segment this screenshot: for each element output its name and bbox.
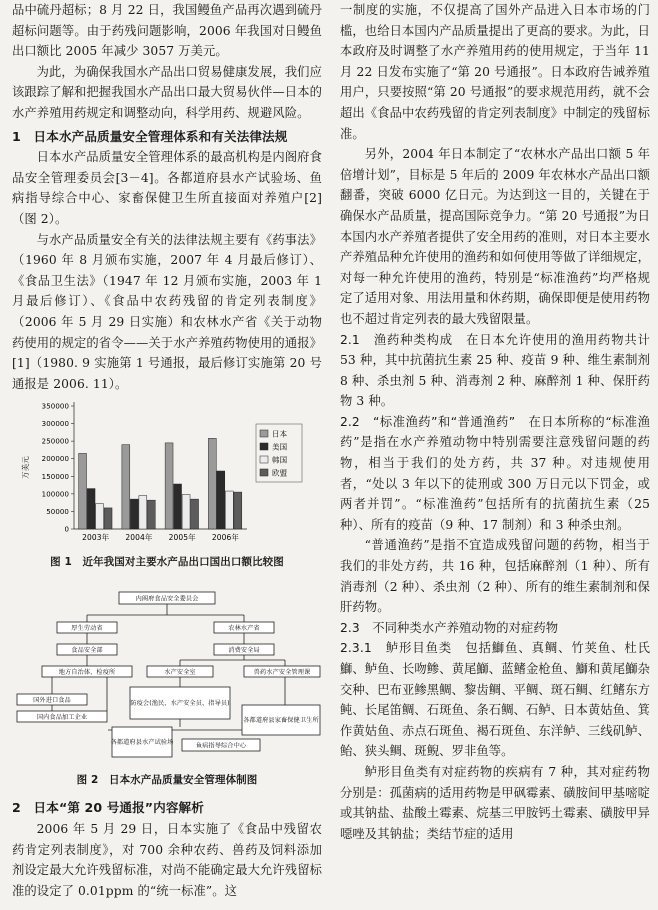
diagram-fish-disease: 鱼病指导综合中心: [195, 742, 247, 750]
legend-label: 韩国: [272, 455, 288, 465]
bar-日本-2005年: [165, 443, 173, 529]
section-2-3-heading: 2.3 不同种类水产养殖动物的对症药物: [340, 620, 559, 635]
section-1-paragraph-1: 日本水产品质量安全管理体系的最高机构是内阁府食品安全管理委员会[3－4]。各都道府县水产试验场、鱼病指导综合中心、家畜保健卫生所直接面对养殖户[2]（图 2）。: [12, 150, 322, 226]
left-column: [12, 0, 322, 901]
right-paragraph-2: 另外，2004 年日本制定了“农林水产品出口额 5 年倍增计划”，目标是 5 年后的 2009 年农林水产品出口额翻番，突破 6000 亿日元。为达到这一目的，关键在于确保水产品质量，提高国际竞争力。“第 20 号通报”为日本国内水产养殖者提供了安全用药的准则，对日本主要水产养殖品种允许使用的渔药和如何使用等做了详细规定，对每一种允许使用的渔药，特别是“标准渔药”均严格规定了适用对象、用法用量和休药期，确保即便是使用药物也不超过肯定列表的最大残留限量。: [340, 147, 650, 326]
intro-paragraph-2: 为此，为确保我国水产品出口贸易健康发展，我们应该跟踪了解和把握我国水产品出口最大贸易伙伴—日本的水产养殖用药规定和调整动向，科学用药、规避风险。: [12, 64, 322, 120]
diagram-domestic: 国内食品加工企业: [36, 713, 88, 721]
diagram-pref-stations: 各都道府县水产试验场: [110, 738, 174, 746]
intro-paragraph: 品中硫丹超标；8 月 22 日，我国鳗鱼产品再次遇到硫丹超标问题等。由于药残问题影响，2006 年我国对日鳗鱼出口额比 2005 年减少 3057 万美元。: [12, 3, 322, 59]
legend-swatch: [260, 443, 268, 450]
legend-swatch: [260, 430, 268, 437]
y-tick-label: 350000: [41, 402, 69, 411]
bar-韩国-2003年: [96, 504, 104, 529]
x-tick-label: 2003年: [82, 533, 110, 543]
section-2-1: [340, 330, 650, 412]
diagram-food-dept: 食品安全部: [71, 646, 103, 654]
right-paragraph-4: 鲈形目鱼类有对症药物的疾病有 7 种，其对症药物分别是：孤菌病的适用药物是甲砜霉素、磺胺间甲基嘧啶或其钠盐、盐酸土霉素、烷基三甲胺钙土霉素、磺胺甲异噁唑及其钠盐；类结节症的适用: [340, 764, 650, 841]
section-2-paragraph-1: 2006 年 5 月 29 日，日本实施了《食品中残留农药肯定列表制度》，对 700 余种农药、兽药及饲料添加剂设定最大允许残留标准，对尚不能确定最大允许残留标准的设定了 0.01ppm 的“统一标准”。这: [12, 822, 322, 898]
legend-swatch: [260, 456, 268, 463]
bar-日本-2006年: [208, 439, 216, 530]
section-2-2-label: 2.2 “标准渔药”和“普通渔药”: [340, 414, 516, 429]
diagram-ministry-left: 厚生劳动省: [71, 624, 103, 632]
section-2-2: [340, 412, 650, 536]
bar-美国-2004年: [130, 499, 138, 529]
diagram-pref-fish: 防疫会(渔民、水产安全员、指导员): [130, 699, 230, 707]
y-tick-label: 200000: [41, 455, 69, 464]
y-tick-label: 300000: [41, 420, 69, 429]
legend-label: 欧盟: [272, 468, 288, 478]
right-paragraph-3: “普通渔药”是指不宜造成残留问题的药物，相当于我们的非处方药，共 16 种，包括麻醉剂（1 种）、所有消毒剂（2 种）、杀虫剂（2 种）、所有的维生素制剂和保肝药物。: [340, 538, 650, 615]
section-2-1-text: 在日本允许使用的渔用药物共计 53 种，其中抗菌抗生素 25 种、疫苗 9 种、维生素制剂 8 种、杀虫剂 5 种、消毒剂 2 种、麻醉剂 1 种、保肝药物 3 种。: [340, 332, 650, 409]
bar-日本-2004年: [122, 445, 130, 529]
bar-欧盟-2003年: [104, 508, 112, 529]
figure-2-management-diagram: [12, 587, 322, 762]
section-1-paragraph-2: 与水产品质量安全有关的法律法规主要有《药事法》（1960 年 8 月颁布实施，2007 年 4 月最后修订）、《食品卫生法》（1947 年 12 月颁布实施，2003 年 1 月最后修订）、《食品中农药残留的肯定列表制度》（2006 年 5 月 29 日实施）和农林水产省《关于动物药使用的规定的省令——关于水产养殖药物使用的通报》[1]（1980. 9 实施第 1 号通报，最后修订实施第 20 号通报是 2006. 11）。: [12, 232, 322, 391]
diagram-fisheries-safety: 水产安全室: [164, 668, 196, 676]
section-2-heading: 2 日本“第 20 号通报”内容解析: [12, 800, 204, 816]
right-column: [340, 0, 650, 844]
bar-美国-2006年: [217, 471, 225, 529]
bar-韩国-2004年: [139, 496, 147, 529]
y-tick-label: 150000: [41, 473, 69, 482]
y-axis-label: 万美元: [21, 456, 30, 480]
x-tick-label: 2005年: [168, 533, 196, 543]
diagram-consumer-bureau: 消费安全局: [228, 646, 260, 654]
bar-美国-2003年: [87, 489, 95, 529]
section-2-3-1-text: 包括鰤鱼、真鲷、竹荚鱼、杜氏鰤、鲈鱼、长吻鲹、黄尾鰤、蓝鳍金枪鱼、鰤和黄尾鰤杂交种、巴布亚鲹黑鲷、黎齿鲷、平鲷、斑石鲷、红鳍东方鲀、长尾笛鲷、石斑鱼、条石鲷、石鲈、日本黄姑鱼、箕作黄姑鱼、赤点石斑鱼、褐石斑鱼、东洋鲈、三线矶鲈、鲐、狭头鲷、斑鲵、罗非鱼等。: [340, 641, 650, 759]
y-tick-label: 50000: [46, 508, 69, 517]
diagram-local-health: 地方自治体、检疫所: [58, 668, 116, 676]
diagram-top-label: 内阁府食品安全委员会: [135, 595, 199, 603]
legend-label: 日本: [272, 429, 288, 439]
section-2-3-1-label: 2.3.1 鲈形目鱼类: [340, 641, 453, 656]
bar-欧盟-2005年: [191, 499, 199, 529]
legend-swatch: [260, 469, 268, 476]
bar-欧盟-2004年: [147, 500, 155, 529]
figure-2-caption: 图 2 日本水产品质量安全管理体制图: [76, 773, 258, 786]
section-2-1-label: 2.1 渔药种类构成: [340, 332, 453, 347]
figure-1-caption: 图 1 近年我国对主要水产品出口国出口额比较图: [50, 556, 284, 569]
figure-1-bar-chart: [12, 394, 322, 544]
right-paragraph-1: 一制度的实施，不仅提高了国外产品进入日本市场的门槛，也给日本国内产品质量提出了更高的要求。为此，日本政府及时调整了水产养殖用药的使用规定，于当年 11 月 22 日发布实施了“第 20 号通报”。日本政府告诫养殖用户，只要按照“第 20 号通报”的要求规范用药，就不会超出《食品中农药残留的肯定列表制度》中制定的残留标准。: [340, 3, 650, 141]
diagram-import-food: 国外进口食品: [33, 696, 71, 704]
bar-韩国-2006年: [225, 491, 233, 529]
section-2-2-text: 在日本所称的“标准渔药”是指在水产养殖动物中特别需要注意残留问题的药物，相当于我们的处方药，共 37 种。对违规使用者，“处以 3 年以下的徒刑或 300 万日元以下罚金，或两者并罚”。“标准渔药”包括所有的抗菌抗生素（25 种）、所有的疫苗（9 种、17 制剂）和 3 种杀虫剂。: [340, 414, 650, 532]
y-tick-label: 250000: [41, 437, 69, 446]
section-1-heading: 1 日本水产品质量安全管理体系和有关法律法规: [12, 128, 288, 144]
bar-欧盟-2006年: [234, 492, 242, 529]
diagram-pref-livestock: 各都道府县家畜保健卫生所: [243, 716, 319, 724]
y-tick-label: 100000: [41, 490, 69, 499]
diagram-ministry-right: 农林水产省: [228, 624, 260, 632]
bar-韩国-2005年: [182, 495, 190, 529]
x-tick-label: 2006年: [211, 533, 239, 543]
bar-日本-2003年: [79, 454, 87, 530]
diagram-vet-drug: 兽药水产安全管理课: [253, 668, 311, 676]
legend-label: 美国: [272, 442, 288, 452]
section-2-3-1: [340, 638, 650, 762]
y-tick-label: 0: [64, 525, 69, 534]
x-tick-label: 2004年: [125, 533, 153, 543]
bar-美国-2005年: [174, 484, 182, 529]
